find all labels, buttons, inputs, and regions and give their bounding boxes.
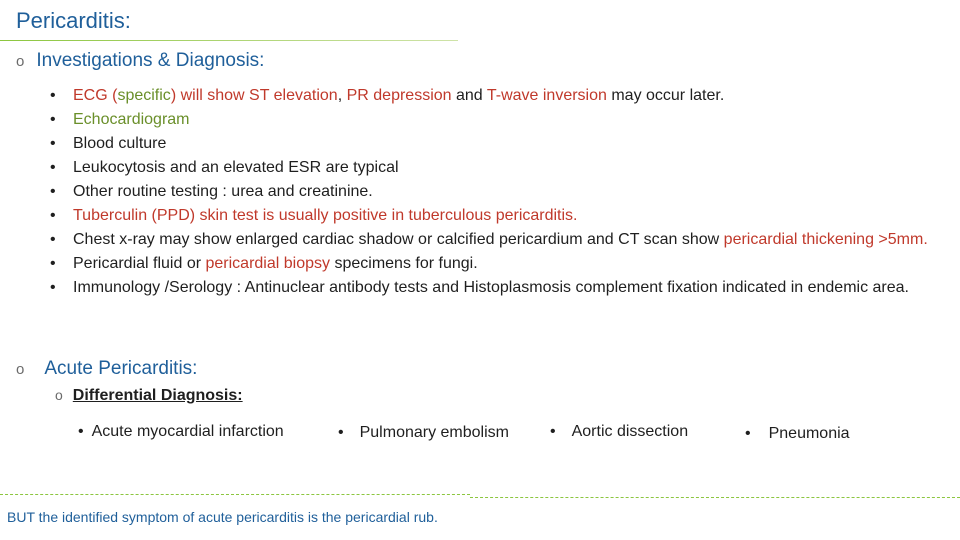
item-text: Blood culture [73,135,167,152]
investigation-item [44,84,934,108]
item-text: Pericardial fluid or [73,255,206,272]
item-text: specific [117,87,171,104]
divider-line [0,494,470,495]
investigation-item [44,132,934,156]
list-bullet: • [50,255,56,272]
investigation-item [44,180,934,204]
investigation-item [44,276,934,300]
list-bullet: • [50,87,56,104]
differential-item: • Pneumonia [745,425,850,442]
item-text: ECG ( [73,87,118,104]
item-text: Echocardiogram [73,111,190,128]
subsection-differential-diagnosis [55,387,243,405]
section-bullet: o [16,53,25,70]
divider-line [470,497,960,498]
list-bullet: • [50,159,56,176]
item-text: specimens for fungi. [330,255,478,272]
section-label: Acute Pericarditis: [44,358,198,379]
investigation-item [44,108,934,132]
section-bullet: o [16,361,25,378]
item-text: Tuberculin (PPD) skin test is usually positive in tuberculous pericarditis. [73,207,578,224]
investigation-item [44,156,934,180]
item-text: Immunology /Serology : Antinuclear antibody tests and Histoplasmosis complement fixation indicated in endemic area. [73,279,909,296]
section-investigations [16,50,264,72]
item-text: may occur later. [606,87,725,104]
item-text: ST elevation [249,87,338,104]
investigation-item [44,228,934,252]
section-label: Investigations & Diagnosis: [36,50,265,71]
item-text: pericardial biopsy [205,255,331,272]
differential-item: • Pulmonary embolism [338,424,509,441]
item-text: Leukocytosis and an elevated ESR are typical [73,159,399,176]
investigation-item [44,252,934,276]
list-bullet: • [50,183,56,200]
differential-item: • Acute myocardial infarction [78,423,284,440]
section-acute-pericarditis [16,358,197,380]
list-bullet: • [50,231,56,248]
differential-item: • Aortic dissection [550,423,689,440]
investigation-item [44,204,934,228]
item-text: pericardial thickening >5mm. [723,231,928,248]
list-bullet: • [50,207,56,224]
slide-title: Pericarditis: [16,8,131,33]
item-text: , [337,87,347,104]
item-text: and [451,87,487,104]
item-text: Other routine testing : urea and creatinine. [73,183,373,200]
list-bullet: • [50,135,56,152]
subsection-bullet: o [55,387,63,403]
subsection-label: Differential Diagnosis: [72,387,243,404]
footer-note: BUT the identified symptom of acute pericarditis is the pericardial rub. [7,509,438,525]
list-bullet: • [50,279,56,296]
item-text: Chest x-ray may show enlarged cardiac shadow or calcified pericardium and CT scan show [73,231,724,248]
title-underline [0,40,458,41]
item-text: ) will show [170,87,250,104]
list-bullet: • [50,111,56,128]
item-text: T-wave inversion [486,87,607,104]
item-text: PR depression [346,87,452,104]
investigation-list [44,84,934,300]
